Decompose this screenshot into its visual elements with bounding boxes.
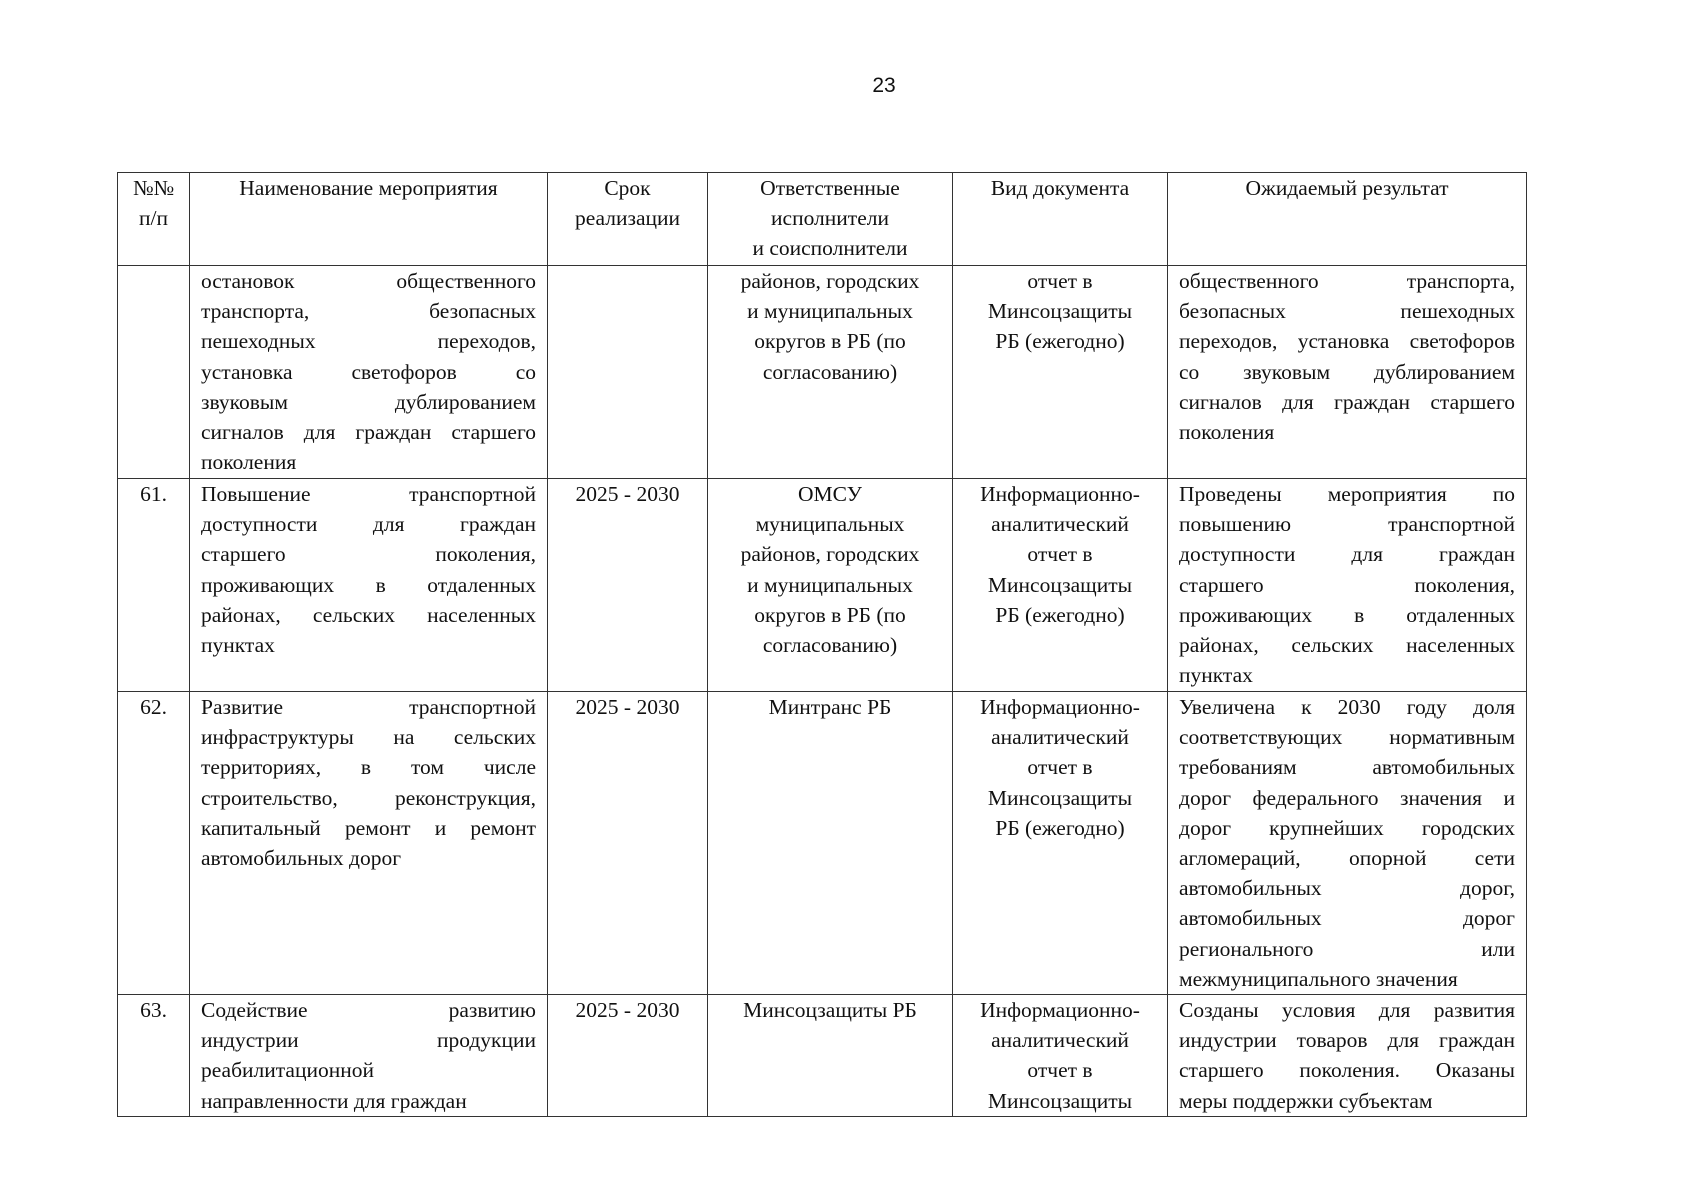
- cell-line: поколения: [201, 450, 297, 475]
- header-num: [118, 173, 190, 266]
- measures-table: [117, 172, 1527, 1117]
- cell-line: проживающих в отдаленных: [201, 572, 536, 597]
- cell-line: реабилитационной: [201, 1058, 375, 1083]
- cell-line: доступности для граждан: [201, 512, 536, 537]
- row-responsible: [708, 995, 953, 1117]
- cell-line: старшего поколения,: [201, 542, 536, 567]
- cell-line: требованиям автомобильных: [1179, 755, 1515, 780]
- cell-line: пунктах: [201, 633, 275, 658]
- cell-line: и соисполнители: [752, 236, 908, 261]
- cell-line: Повышение транспортной: [201, 482, 536, 506]
- cell-line: сигналов для граждан старшего: [201, 420, 536, 445]
- row-doc-type: [953, 266, 1168, 479]
- header-name: [190, 173, 548, 266]
- cell-line: остановок общественного: [201, 269, 536, 293]
- cell-line: п/п: [139, 206, 168, 231]
- cell-line: Информационно-: [980, 695, 1140, 719]
- row-name: [190, 995, 548, 1117]
- cell-line: территориях, в том числе: [201, 755, 536, 780]
- cell-line: старшего поколения. Оказаны: [1179, 1058, 1515, 1083]
- row-result: [1168, 692, 1527, 995]
- cell-line: районов, городских: [740, 542, 920, 567]
- cell-line: Минсоцзащиты: [987, 785, 1133, 810]
- table-row: [118, 266, 1527, 479]
- header-responsible: [708, 173, 953, 266]
- cell-line: согласованию): [762, 359, 898, 384]
- row-name: [190, 266, 548, 479]
- cell-line: строительство, реконструкция,: [201, 785, 536, 810]
- cell-line: безопасных пешеходных: [1179, 299, 1515, 324]
- row-num: 63.: [118, 995, 190, 1117]
- cell-line: аналитический: [991, 512, 1129, 537]
- row-responsible: [708, 692, 953, 995]
- cell-line: округов в РБ (по: [754, 602, 906, 627]
- cell-line: Минсоцзащиты: [987, 299, 1133, 324]
- row-doc-type: [953, 995, 1168, 1117]
- row-responsible: [708, 479, 953, 692]
- header-doc-type: [953, 173, 1168, 266]
- cell-line: агломераций, опорной сети: [1179, 846, 1515, 871]
- cell-line: переходов, установка светофоров: [1179, 329, 1515, 354]
- cell-line: и муниципальных: [747, 572, 913, 597]
- row-num: 62.: [118, 692, 190, 995]
- cell-line: отчет в: [1027, 542, 1093, 567]
- cell-line: Созданы условия для развития: [1179, 998, 1515, 1023]
- cell-line: меры поддержки субъектам: [1179, 1088, 1433, 1113]
- cell-line: отчет в: [1027, 755, 1093, 780]
- cell-line: инфраструктуры на сельских: [201, 725, 536, 750]
- cell-line: Ответственные: [760, 176, 900, 200]
- cell-line: отчет в: [1027, 269, 1093, 293]
- cell-line: доступности для граждан: [1179, 542, 1515, 567]
- row-doc-type: [953, 692, 1168, 995]
- cell-line: индустрии продукции: [201, 1028, 536, 1053]
- cell-line: Минсоцзащиты: [987, 1088, 1133, 1113]
- table-row: [118, 692, 1527, 995]
- cell-line: пунктах: [1179, 663, 1253, 688]
- cell-line: повышению транспортной: [1179, 512, 1515, 537]
- cell-line: Минсоцзащиты: [987, 572, 1133, 597]
- cell-line: Срок: [604, 176, 651, 200]
- cell-line: Минсоцзащиты РБ: [743, 998, 917, 1023]
- row-term: [548, 266, 708, 479]
- row-result: [1168, 995, 1527, 1117]
- cell-line: направленности для граждан: [201, 1088, 467, 1113]
- cell-line: отчет в: [1027, 1058, 1093, 1083]
- cell-line: исполнители: [771, 206, 889, 231]
- cell-line: автомобильных дорог: [1179, 906, 1515, 931]
- cell-line: Информационно-: [980, 482, 1140, 506]
- cell-line: округов в РБ (по: [754, 329, 906, 354]
- cell-line: Вид документа: [990, 176, 1130, 200]
- cell-line: аналитический: [991, 1028, 1129, 1053]
- header-result: [1168, 173, 1527, 266]
- row-responsible: [708, 266, 953, 479]
- cell-line: РБ (ежегодно): [995, 815, 1125, 840]
- cell-line: реализации: [574, 206, 681, 231]
- cell-line: со звуковым дублированием: [1179, 359, 1515, 384]
- cell-line: Развитие транспортной: [201, 695, 536, 719]
- cell-line: Увеличена к 2030 году доля: [1179, 695, 1515, 719]
- page-number: 23: [872, 74, 896, 97]
- cell-line: №№: [132, 176, 175, 200]
- row-num: [118, 266, 190, 479]
- cell-line: соответствующих нормативным: [1179, 725, 1515, 750]
- cell-line: пешеходных переходов,: [201, 329, 536, 354]
- cell-line: и муниципальных: [747, 299, 913, 324]
- cell-line: согласованию): [762, 633, 898, 658]
- cell-line: Информационно-: [980, 998, 1140, 1023]
- cell-line: Содействие развитию: [201, 998, 536, 1023]
- cell-line: РБ (ежегодно): [995, 602, 1125, 627]
- cell-line: проживающих в отдаленных: [1179, 602, 1515, 627]
- cell-line: автомобильных дорог,: [1179, 876, 1515, 901]
- row-name: [190, 692, 548, 995]
- row-term: 2025 - 2030: [548, 692, 708, 995]
- cell-line: сигналов для граждан старшего: [1179, 389, 1515, 414]
- cell-line: Ожидаемый результат: [1245, 176, 1449, 200]
- row-result: [1168, 266, 1527, 479]
- cell-line: районах, сельских населенных: [1179, 633, 1515, 658]
- cell-line: аналитический: [991, 725, 1129, 750]
- row-result: [1168, 479, 1527, 692]
- cell-line: общественного транспорта,: [1179, 269, 1515, 293]
- row-name: [190, 479, 548, 692]
- cell-line: РБ (ежегодно): [995, 329, 1125, 354]
- cell-line: дорог крупнейших городских: [1179, 815, 1515, 840]
- cell-line: звуковым дублированием: [201, 389, 536, 414]
- cell-line: районов, городских: [740, 269, 920, 293]
- cell-line: межмуниципального значения: [1179, 966, 1458, 991]
- cell-line: Проведены мероприятия по: [1179, 482, 1515, 506]
- table-header: [118, 173, 1527, 266]
- header-term: [548, 173, 708, 266]
- cell-line: дорог федерального значения и: [1179, 785, 1515, 810]
- cell-line: Наименование мероприятия: [239, 176, 498, 200]
- table-row: [118, 995, 1527, 1117]
- cell-line: Минтранс РБ: [768, 695, 892, 719]
- cell-line: индустрии товаров для граждан: [1179, 1028, 1515, 1053]
- cell-line: установка светофоров со: [201, 359, 536, 384]
- row-term: 2025 - 2030: [548, 479, 708, 692]
- row-term: 2025 - 2030: [548, 995, 708, 1117]
- cell-line: поколения: [1179, 420, 1275, 445]
- cell-line: старшего поколения,: [1179, 572, 1515, 597]
- cell-line: регионального или: [1179, 936, 1515, 961]
- cell-line: районах, сельских населенных: [201, 602, 536, 627]
- cell-line: автомобильных дорог: [201, 846, 402, 871]
- table-row: [118, 479, 1527, 692]
- cell-line: ОМСУ: [798, 482, 862, 506]
- cell-line: транспорта, безопасных: [201, 299, 536, 324]
- cell-line: капитальный ремонт и ремонт: [201, 815, 536, 840]
- row-doc-type: [953, 479, 1168, 692]
- row-num: 61.: [118, 479, 190, 692]
- cell-line: муниципальных: [755, 512, 905, 537]
